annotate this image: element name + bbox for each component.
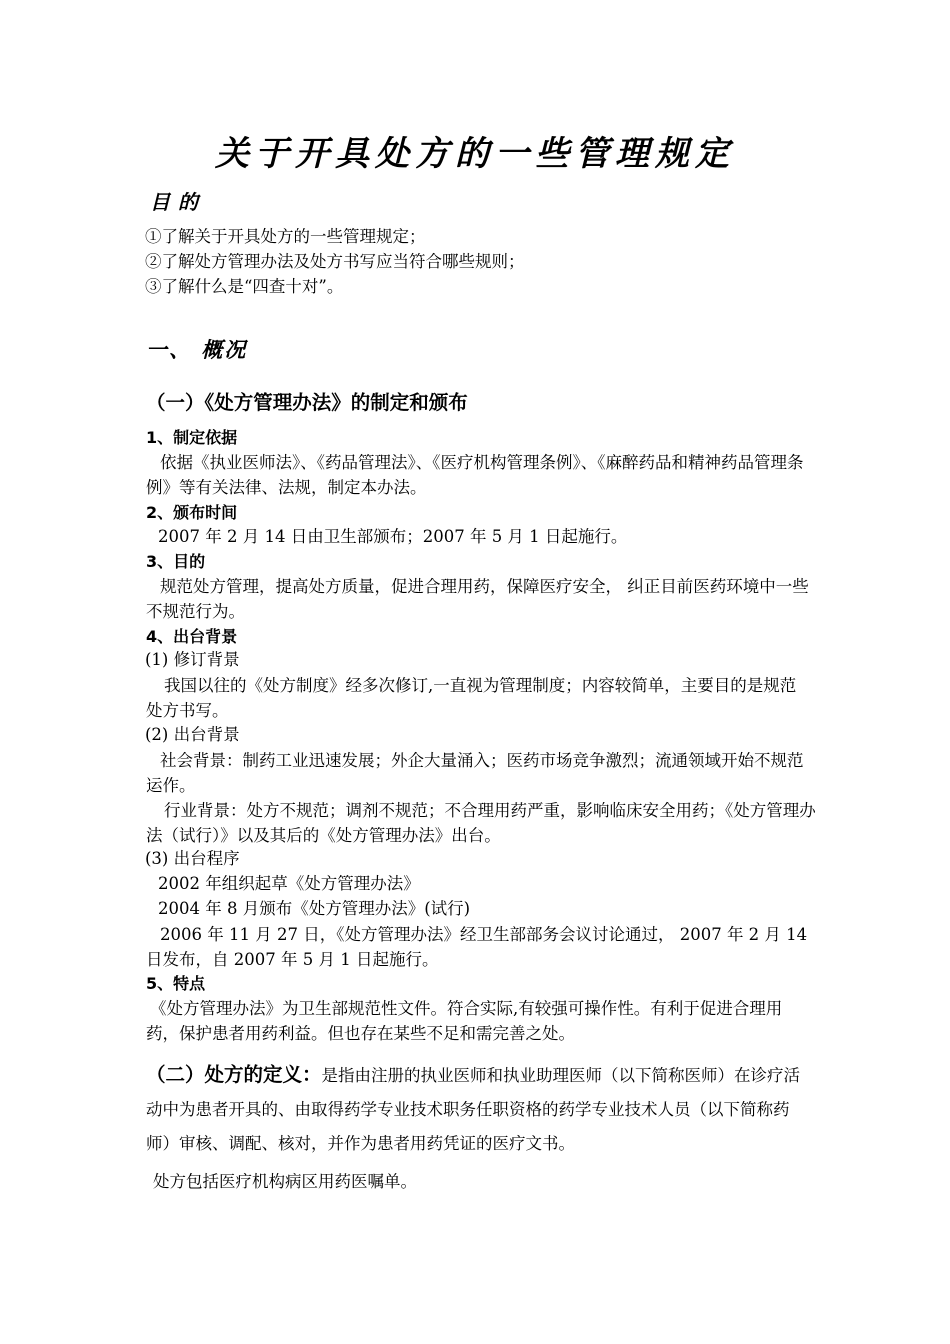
subsection-2-heading: （二）处方的定义：	[146, 1063, 322, 1086]
item-5-text: 《处方管理办法》为卫生部规范性文件。符合实际,有较强可操作性。有利于促进合理用药，保护患者用药利益。但也存在某些不足和需完善之处。	[146, 999, 783, 1043]
subsection-1-heading: （一）《处方管理办法》的制定和颁布	[146, 391, 468, 414]
item-4-sub-2-text-1: 社会背景：制药工业迅速发展；外企大量涌入；医药市场竞争激烈；流通领域开始不规范运作。	[146, 751, 804, 795]
subsection-2-note: 处方包括医疗机构病区用药医嘱单。	[153, 1172, 417, 1191]
item-4-sub-1-text: 我国以往的《处方制度》经多次修订,一直视为管理制度；内容较简单，主要目的是规范处方书写。	[146, 676, 797, 720]
purpose-item-1: ①了解关于开具处方的一些管理规定；	[145, 227, 426, 246]
item-3-text: 规范处方管理，提高处方质量，促进合理用药，保障医疗安全， 纠正目前医药环境中一些不规范行为。	[146, 577, 809, 621]
item-3-heading: 3、目的	[146, 552, 206, 571]
section-1-heading: 一、 概况	[146, 337, 248, 362]
item-1-heading: 1、制定依据	[146, 428, 238, 447]
item-4-sub-3-line-2: 2004 年 8 月颁布《处方管理办法》(试行)	[158, 899, 471, 918]
item-4-sub-3-line-3: 2006 年 11 月 27 日，《处方管理办法》经卫生部部务会议讨论通过， 2007 年 2 月 14 日发布，自 2007 年 5 月 1 日起施行。	[146, 925, 808, 969]
document-title: 关于开具处方的一些管理规定	[215, 134, 735, 174]
purpose-item-3: ③了解什么是“四查十对”。	[145, 277, 344, 296]
item-2-text: 2007 年 2 月 14 日由卫生部颁布；2007 年 5 月 1 日起施行。	[158, 527, 628, 546]
item-5-heading: 5、特点	[146, 974, 206, 993]
item-1-text: 依据《执业医师法》、《药品管理法》、《医疗机构管理条例》、《麻醉药品和精神药品管理条例》等有关法律、法规，制定本办法。	[146, 453, 804, 497]
purpose-item-2: ②了解处方管理办法及处方书写应当符合哪些规则；	[145, 252, 525, 271]
item-4-sub-2-text-2: 行业背景：处方不规范；调剂不规范；不合理用药严重，影响临床安全用药；《处方管理办法（试行）》以及其后的《处方管理办法》出台。	[146, 801, 816, 845]
item-4-heading: 4、出台背景	[146, 627, 238, 646]
subsection-2-text: 是指由注册的执业医师和执业助理医师（以下简称医师）在诊疗活动中为患者开具的、由取得药学专业技术职务任职资格的药学专业技术人员（以下简称药师）审核、调配、核对，并作为患者用药凭证的医疗文书。	[146, 1066, 801, 1153]
item-4-sub-1-heading: (1) 修订背景	[145, 650, 240, 669]
purpose-heading: 目的	[150, 190, 206, 214]
item-4-sub-3-line-1: 2002 年组织起草《处方管理办法》	[158, 874, 420, 893]
item-4-sub-3-heading: (3) 出台程序	[145, 849, 240, 868]
subsection-2-paragraph	[146, 1058, 811, 1161]
item-2-heading: 2、颁布时间	[146, 503, 238, 522]
item-4-sub-2-heading: (2) 出台背景	[145, 725, 240, 744]
